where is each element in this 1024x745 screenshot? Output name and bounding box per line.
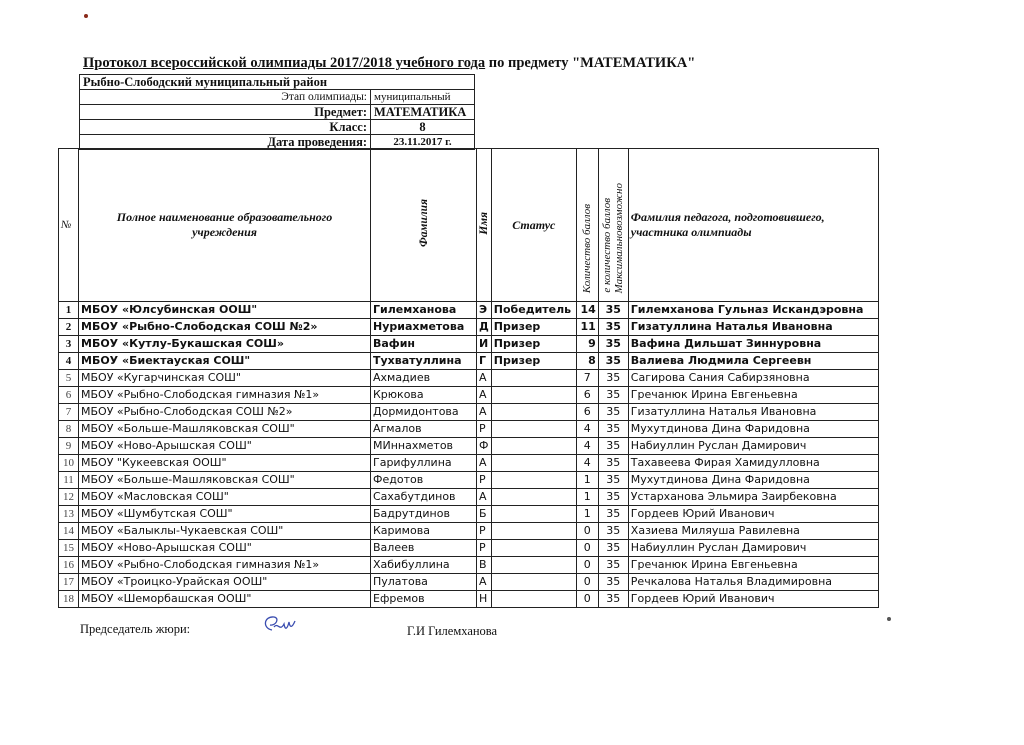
cell-score: 0 xyxy=(576,540,598,557)
cell-name: А xyxy=(477,489,492,506)
col-surname: Фамилия xyxy=(371,149,477,302)
cell-name: В xyxy=(477,557,492,574)
col-score: Количество баллов xyxy=(576,149,598,302)
cell-teacher: Гизатуллина Наталья Ивановна xyxy=(628,404,878,421)
table-row xyxy=(59,421,879,438)
cell-max: 35 xyxy=(598,319,628,336)
table-row xyxy=(59,302,879,319)
cell-score: 7 xyxy=(576,370,598,387)
table-row xyxy=(59,472,879,489)
cell-max: 35 xyxy=(598,489,628,506)
subject-label: Предмет: xyxy=(80,105,371,120)
cell-max: 35 xyxy=(598,455,628,472)
cell-surname: Гилемханова xyxy=(371,302,477,319)
cell-teacher: Валиева Людмила Сергеевн xyxy=(628,353,878,370)
cell-school: МБОУ «Масловская СОШ" xyxy=(79,489,371,506)
table-row xyxy=(59,523,879,540)
cell-score: 1 xyxy=(576,489,598,506)
table-row xyxy=(59,370,879,387)
cell-num: 10 xyxy=(59,455,79,472)
cell-max: 35 xyxy=(598,506,628,523)
subject-value: МАТЕМАТИКА xyxy=(371,105,475,120)
cell-teacher: Устарханова Эльмира Заирбековна xyxy=(628,489,878,506)
cell-teacher: Гизатуллина Наталья Ивановна xyxy=(628,319,878,336)
table-row xyxy=(59,455,879,472)
cell-num: 5 xyxy=(59,370,79,387)
cell-surname: Ахмадиев xyxy=(371,370,477,387)
cell-name: Э xyxy=(477,302,492,319)
cell-school: МБОУ «Шумбутская СОШ" xyxy=(79,506,371,523)
cell-surname: Сахабутдинов xyxy=(371,489,477,506)
cell-status xyxy=(491,472,576,489)
col-status: Статус xyxy=(491,149,576,302)
cell-name: Р xyxy=(477,472,492,489)
cell-max: 35 xyxy=(598,387,628,404)
cell-status xyxy=(491,387,576,404)
stage-label: Этап олимпиады: xyxy=(80,90,371,105)
cell-num: 6 xyxy=(59,387,79,404)
cell-surname: Пулатова xyxy=(371,574,477,591)
cell-max: 35 xyxy=(598,591,628,608)
cell-school: МБОУ «Юлсубинская ООШ" xyxy=(79,302,371,319)
cell-num: 17 xyxy=(59,574,79,591)
cell-name: Р xyxy=(477,421,492,438)
table-row xyxy=(59,319,879,336)
cell-num: 12 xyxy=(59,489,79,506)
cell-name: А xyxy=(477,455,492,472)
cell-status xyxy=(491,489,576,506)
cell-status xyxy=(491,455,576,472)
cell-teacher: Набиуллин Руслан Дамирович xyxy=(628,540,878,557)
cell-status xyxy=(491,574,576,591)
results-table xyxy=(58,148,879,608)
scan-dot xyxy=(84,14,88,18)
cell-score: 1 xyxy=(576,506,598,523)
cell-num: 13 xyxy=(59,506,79,523)
cell-name: Н xyxy=(477,591,492,608)
date-value: 23.11.2017 г. xyxy=(371,135,475,150)
col-teacher: Фамилия педагога, подготовившего, участника олимпиады xyxy=(628,149,878,302)
cell-surname: Ефремов xyxy=(371,591,477,608)
date-label: Дата проведения: xyxy=(80,135,371,150)
cell-school: МБОУ «Ново-Арышская СОШ" xyxy=(79,438,371,455)
cell-name: А xyxy=(477,404,492,421)
table-row xyxy=(59,540,879,557)
table-row xyxy=(59,353,879,370)
cell-surname: Каримова xyxy=(371,523,477,540)
cell-score: 0 xyxy=(576,574,598,591)
cell-score: 4 xyxy=(576,421,598,438)
cell-max: 35 xyxy=(598,404,628,421)
cell-num: 14 xyxy=(59,523,79,540)
cell-school: МБОУ «Рыбно-Слободская гимназия №1» xyxy=(79,557,371,574)
cell-score: 9 xyxy=(576,336,598,353)
cell-status: Призер xyxy=(491,319,576,336)
cell-school: МБОУ «Больше-Машляковская СОШ" xyxy=(79,472,371,489)
table-row xyxy=(59,387,879,404)
cell-school: МБОУ "Кукеевская ООШ" xyxy=(79,455,371,472)
cell-name: Р xyxy=(477,523,492,540)
cell-teacher: Вафина Дильшат Зиннуровна xyxy=(628,336,878,353)
cell-score: 6 xyxy=(576,404,598,421)
stage-value: муниципальный xyxy=(371,90,475,105)
cell-num: 1 xyxy=(59,302,79,319)
cell-name: Д xyxy=(477,319,492,336)
cell-surname: Тухватуллина xyxy=(371,353,477,370)
cell-school: МБОУ «Рыбно-Слободская СОШ №2» xyxy=(79,319,371,336)
grade-value: 8 xyxy=(371,120,475,135)
cell-status xyxy=(491,506,576,523)
cell-name: Б xyxy=(477,506,492,523)
cell-teacher: Гилемханова Гульназ Искандэровна xyxy=(628,302,878,319)
cell-score: 8 xyxy=(576,353,598,370)
cell-status: Призер xyxy=(491,336,576,353)
cell-score: 1 xyxy=(576,472,598,489)
col-max: е количество балловМаксимальновозможно xyxy=(598,149,628,302)
cell-name: А xyxy=(477,574,492,591)
cell-teacher: Тахавеева Фирая Хамидулловна xyxy=(628,455,878,472)
cell-num: 4 xyxy=(59,353,79,370)
document-title xyxy=(83,55,695,72)
cell-max: 35 xyxy=(598,574,628,591)
chair-name: Г.И Гилемханова xyxy=(407,624,498,638)
cell-surname: Нуриахметова xyxy=(371,319,477,336)
cell-status: Победитель xyxy=(491,302,576,319)
table-row xyxy=(59,489,879,506)
cell-teacher: Гордеев Юрий Иванович xyxy=(628,591,878,608)
cell-max: 35 xyxy=(598,523,628,540)
cell-school: МБОУ «Кугарчинская СОШ" xyxy=(79,370,371,387)
table-row xyxy=(59,591,879,608)
cell-name: Г xyxy=(477,353,492,370)
cell-surname: Дормидонтова xyxy=(371,404,477,421)
cell-teacher: Гречанюк Ирина Евгеньевна xyxy=(628,387,878,404)
title-line-2: по предмету "МАТЕМАТИКА" xyxy=(485,55,696,71)
cell-status xyxy=(491,523,576,540)
cell-num: 16 xyxy=(59,557,79,574)
scan-dot xyxy=(887,617,891,621)
cell-max: 35 xyxy=(598,370,628,387)
cell-max: 35 xyxy=(598,472,628,489)
cell-num: 2 xyxy=(59,319,79,336)
table-row xyxy=(59,404,879,421)
cell-score: 0 xyxy=(576,591,598,608)
cell-school: МБОУ «Рыбно-Слободская СОШ №2» xyxy=(79,404,371,421)
cell-status xyxy=(491,591,576,608)
cell-surname: Федотов xyxy=(371,472,477,489)
cell-teacher: Мухутдинова Дина Фаридовна xyxy=(628,421,878,438)
cell-name: И xyxy=(477,336,492,353)
cell-teacher: Гречанюк Ирина Евгеньевна xyxy=(628,557,878,574)
cell-teacher: Гордеев Юрий Иванович xyxy=(628,506,878,523)
cell-score: 6 xyxy=(576,387,598,404)
cell-school: МБОУ «Шеморбашская ООШ" xyxy=(79,591,371,608)
region-name: Рыбно-Слободский муниципальный район xyxy=(80,75,475,90)
cell-max: 35 xyxy=(598,540,628,557)
cell-school: МБОУ «Кутлу-Букашская СОШ» xyxy=(79,336,371,353)
cell-name: Р xyxy=(477,540,492,557)
cell-num: 9 xyxy=(59,438,79,455)
table-header-row xyxy=(59,149,879,302)
cell-teacher: Речкалова Наталья Владимировна xyxy=(628,574,878,591)
cell-name: А xyxy=(477,370,492,387)
cell-num: 18 xyxy=(59,591,79,608)
cell-status xyxy=(491,421,576,438)
cell-surname: Вафин xyxy=(371,336,477,353)
cell-surname: Бадрутдинов xyxy=(371,506,477,523)
cell-score: 0 xyxy=(576,523,598,540)
cell-num: 3 xyxy=(59,336,79,353)
col-num: № xyxy=(59,149,79,302)
cell-surname: Агмалов xyxy=(371,421,477,438)
cell-school: МБОУ «Биектауская СОШ" xyxy=(79,353,371,370)
cell-score: 4 xyxy=(576,438,598,455)
cell-status xyxy=(491,370,576,387)
signature xyxy=(258,612,298,643)
cell-school: МБОУ «Больше-Машляковская СОШ" xyxy=(79,421,371,438)
cell-num: 7 xyxy=(59,404,79,421)
cell-score: 14 xyxy=(576,302,598,319)
cell-status xyxy=(491,404,576,421)
cell-surname: Хабибуллина xyxy=(371,557,477,574)
cell-school: МБОУ «Балыклы-Чукаевская СОШ" xyxy=(79,523,371,540)
info-table xyxy=(79,74,475,150)
cell-name: Ф xyxy=(477,438,492,455)
cell-max: 35 xyxy=(598,302,628,319)
cell-surname: Валеев xyxy=(371,540,477,557)
cell-teacher: Мухутдинова Дина Фаридовна xyxy=(628,472,878,489)
cell-school: МБОУ «Рыбно-Слободская гимназия №1» xyxy=(79,387,371,404)
table-row xyxy=(59,336,879,353)
cell-max: 35 xyxy=(598,438,628,455)
grade-label: Класс: xyxy=(80,120,371,135)
cell-surname: Гарифуллина xyxy=(371,455,477,472)
cell-teacher: Хазиева Миляуша Равилевна xyxy=(628,523,878,540)
cell-max: 35 xyxy=(598,557,628,574)
table-row xyxy=(59,438,879,455)
cell-school: МБОУ «Ново-Арышская СОШ" xyxy=(79,540,371,557)
cell-status xyxy=(491,540,576,557)
cell-max: 35 xyxy=(598,353,628,370)
cell-teacher: Набиуллин Руслан Дамирович xyxy=(628,438,878,455)
table-row xyxy=(59,574,879,591)
col-school: Полное наименование образовательного учреждения xyxy=(79,149,371,302)
cell-max: 35 xyxy=(598,336,628,353)
cell-name: А xyxy=(477,387,492,404)
cell-score: 4 xyxy=(576,455,598,472)
cell-score: 11 xyxy=(576,319,598,336)
cell-status: Призер xyxy=(491,353,576,370)
cell-surname: Крюкова xyxy=(371,387,477,404)
cell-max: 35 xyxy=(598,421,628,438)
cell-num: 11 xyxy=(59,472,79,489)
title-line-1: Протокол всероссийской олимпиады 2017/2018 учебного года xyxy=(83,55,486,71)
cell-teacher: Сагирова Сания Сабирзяновна xyxy=(628,370,878,387)
chair-label: Председатель жюри: xyxy=(80,622,191,636)
cell-status xyxy=(491,438,576,455)
cell-score: 0 xyxy=(576,557,598,574)
cell-school: МБОУ «Троицко-Урайская ООШ" xyxy=(79,574,371,591)
cell-status xyxy=(491,557,576,574)
cell-surname: МИннахметов xyxy=(371,438,477,455)
col-name: Имя xyxy=(477,149,492,302)
cell-num: 15 xyxy=(59,540,79,557)
table-row xyxy=(59,506,879,523)
cell-num: 8 xyxy=(59,421,79,438)
table-row xyxy=(59,557,879,574)
